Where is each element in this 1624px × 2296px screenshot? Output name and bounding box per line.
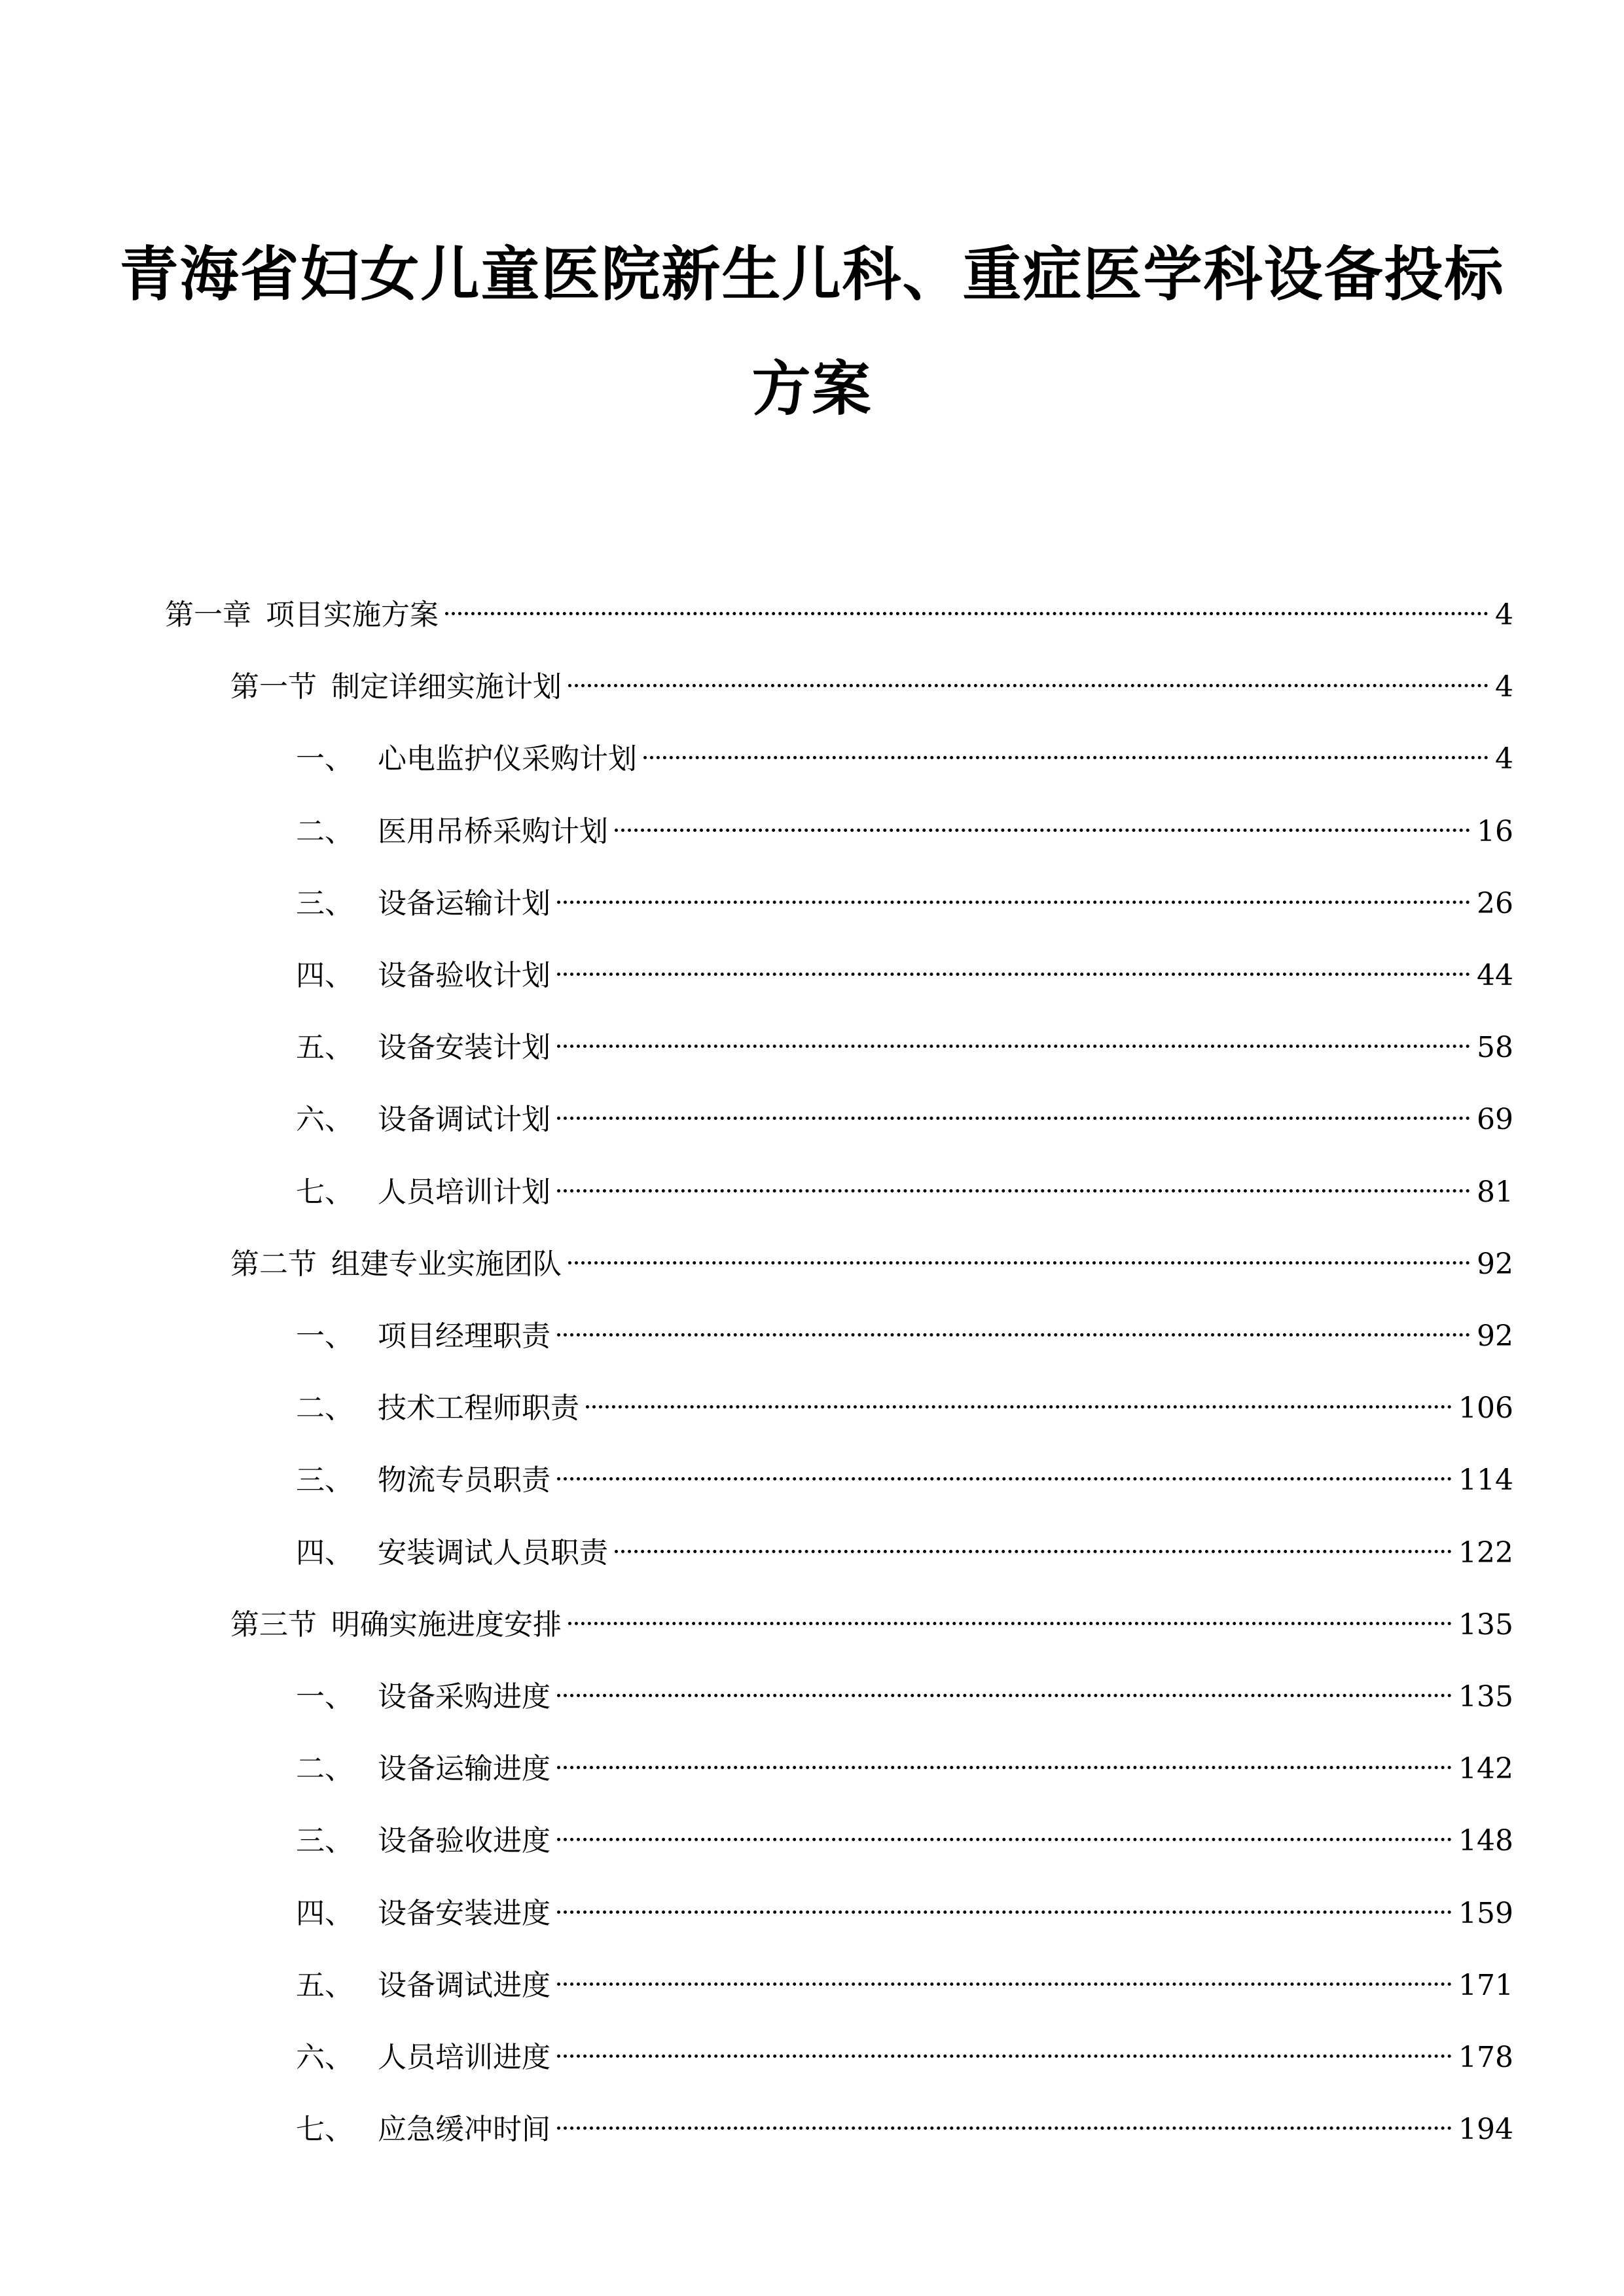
toc-entry-label: 应急缓冲时间: [378, 2113, 550, 2147]
toc-entry-page-number: 135: [1458, 1680, 1513, 1713]
toc-entry[interactable]: [296, 2110, 1513, 2149]
toc-dot-leader: [557, 1982, 1452, 1986]
toc-dot-leader: [557, 901, 1470, 904]
toc-entry-label: 项目经理职责: [378, 1319, 550, 1353]
toc-entry-page-number: 26: [1477, 886, 1513, 920]
toc-entry-number: 四、: [296, 1896, 353, 1930]
toc-entry-number: 六、: [296, 2041, 353, 2074]
toc-dot-leader: [557, 1694, 1452, 1697]
toc-dot-leader: [445, 612, 1489, 615]
toc-entry-page-number: 4: [1495, 742, 1513, 776]
toc-entry[interactable]: [165, 596, 1513, 635]
toc-entry[interactable]: [296, 1173, 1513, 1212]
toc-entry-label: 项目实施方案: [266, 598, 439, 632]
document-title-line-2: 方案: [751, 355, 873, 423]
toc-entry-label: 心电监护仪采购计划: [378, 742, 637, 776]
toc-dot-leader: [557, 1117, 1470, 1120]
toc-dot-leader: [557, 973, 1470, 976]
toc-entry-number: 三、: [296, 886, 353, 920]
toc-entry-number: 一、: [296, 1680, 353, 1713]
toc-entry[interactable]: [296, 1534, 1513, 1573]
toc-entry-label: 技术工程师职责: [378, 1391, 579, 1426]
toc-entry-page-number: 69: [1477, 1103, 1513, 1137]
toc-entry-label: 人员培训进度: [378, 2041, 550, 2074]
toc-entry-page-number: 58: [1477, 1031, 1513, 1065]
toc-entry[interactable]: [296, 1461, 1513, 1500]
toc-dot-leader: [586, 1405, 1452, 1408]
toc-entry-number: 第二节: [230, 1247, 317, 1281]
toc-entry-label: 明确实施进度安排: [331, 1607, 562, 1641]
toc-entry[interactable]: [296, 1100, 1513, 1139]
toc-dot-leader: [557, 2126, 1452, 2130]
toc-entry-number: 一、: [296, 1319, 353, 1353]
toc-dot-leader: [557, 1766, 1452, 1769]
toc-entry[interactable]: [296, 1389, 1513, 1428]
toc-entry-label: 医用吊桥采购计划: [378, 814, 608, 848]
toc-dot-leader: [568, 1261, 1470, 1265]
toc-entry-label: 设备运输进度: [378, 1752, 550, 1786]
toc-entry-page-number: 159: [1458, 1896, 1513, 1930]
toc-entry-page-number: 92: [1477, 1247, 1513, 1281]
toc-entry-page-number: 171: [1458, 1968, 1513, 2002]
toc-entry-number: 五、: [296, 1968, 353, 2002]
toc-entry-page-number: 114: [1458, 1463, 1513, 1498]
toc-entry-label: 设备安装计划: [378, 1031, 550, 1065]
toc-entry-number: 五、: [296, 1031, 353, 1065]
toc-entry-label: 设备验收计划: [378, 959, 550, 992]
toc-entry[interactable]: [296, 1821, 1513, 1861]
toc-entry-number: 二、: [296, 1752, 353, 1786]
toc-entry-page-number: 142: [1458, 1752, 1513, 1786]
toc-entry[interactable]: [296, 1677, 1513, 1717]
toc-entry-label: 制定详细实施计划: [331, 670, 562, 704]
toc-entry-page-number: 122: [1458, 1535, 1513, 1570]
toc-entry-page-number: 178: [1458, 2041, 1513, 2074]
toc-entry-number: 六、: [296, 1103, 353, 1137]
toc-dot-leader: [557, 1838, 1452, 1841]
toc-dot-leader: [615, 1550, 1452, 1553]
toc-entry-label: 人员培训计划: [378, 1175, 550, 1209]
toc-dot-leader: [643, 756, 1489, 759]
toc-dot-leader: [568, 684, 1489, 687]
toc-dot-leader: [568, 1622, 1452, 1625]
toc-entry-label: 设备运输计划: [378, 886, 550, 920]
toc-entry-number: 四、: [296, 1535, 353, 1570]
toc-entry-number: 二、: [296, 814, 353, 848]
toc-entry[interactable]: [296, 1894, 1513, 1933]
toc-entry-label: 设备调试进度: [378, 1968, 550, 2002]
toc-dot-leader: [557, 2054, 1452, 2058]
toc-entry-page-number: 148: [1458, 1824, 1513, 1858]
toc-entry[interactable]: [296, 884, 1513, 924]
toc-entry-number: 一、: [296, 742, 353, 776]
toc-entry-label: 设备采购进度: [378, 1680, 550, 1713]
toc-dot-leader: [557, 1189, 1470, 1193]
toc-entry-label: 组建专业实施团队: [331, 1247, 562, 1281]
toc-dot-leader: [557, 1333, 1470, 1336]
toc-entry[interactable]: [296, 1317, 1513, 1356]
toc-dot-leader: [557, 1045, 1470, 1048]
toc-entry-label: 设备安装进度: [378, 1896, 550, 1930]
toc-entry[interactable]: [296, 1749, 1513, 1789]
toc-entry-page-number: 44: [1477, 959, 1513, 992]
toc-entry-number: 七、: [296, 1175, 353, 1209]
toc-entry-number: 三、: [296, 1463, 353, 1498]
toc-entry[interactable]: [296, 1966, 1513, 2005]
toc-entry-page-number: 135: [1458, 1607, 1513, 1641]
toc-entry-page-number: 194: [1458, 2113, 1513, 2147]
toc-entry-page-number: 4: [1495, 670, 1513, 704]
toc-entry-page-number: 106: [1458, 1391, 1513, 1426]
toc-entry-number: 三、: [296, 1824, 353, 1858]
toc-entry-label: 安装调试人员职责: [378, 1535, 608, 1570]
toc-entry[interactable]: [296, 812, 1513, 852]
toc-entry[interactable]: [296, 1028, 1513, 1067]
toc-entry-page-number: 4: [1495, 598, 1513, 632]
toc-entry-number: 七、: [296, 2113, 353, 2147]
toc-entry-number: 二、: [296, 1391, 353, 1426]
toc-entry-number: 四、: [296, 959, 353, 992]
toc-entry-label: 物流专员职责: [378, 1463, 550, 1498]
toc-entry[interactable]: [296, 740, 1513, 779]
toc-entry-label: 设备验收进度: [378, 1824, 550, 1858]
toc-entry[interactable]: [230, 668, 1513, 707]
toc-entry[interactable]: [296, 2038, 1513, 2077]
toc-entry-page-number: 81: [1477, 1175, 1513, 1209]
toc-entry-number: 第一节: [230, 670, 317, 704]
toc-dot-leader: [557, 1477, 1452, 1480]
toc-dot-leader: [557, 1910, 1452, 1914]
toc-entry-number: 第三节: [230, 1607, 317, 1641]
toc-entry-number: 第一章: [165, 598, 251, 632]
document-title-line-1: 青海省妇女儿童医院新生儿科、重症医学科设备投标: [119, 240, 1505, 309]
toc-entry[interactable]: [230, 1605, 1513, 1645]
toc-entry[interactable]: [230, 1245, 1513, 1284]
toc-entry-label: 设备调试计划: [378, 1103, 550, 1137]
toc-entry-page-number: 92: [1477, 1319, 1513, 1353]
toc-entry[interactable]: [296, 956, 1513, 996]
toc-dot-leader: [615, 829, 1470, 832]
toc-entry-page-number: 16: [1477, 814, 1513, 848]
